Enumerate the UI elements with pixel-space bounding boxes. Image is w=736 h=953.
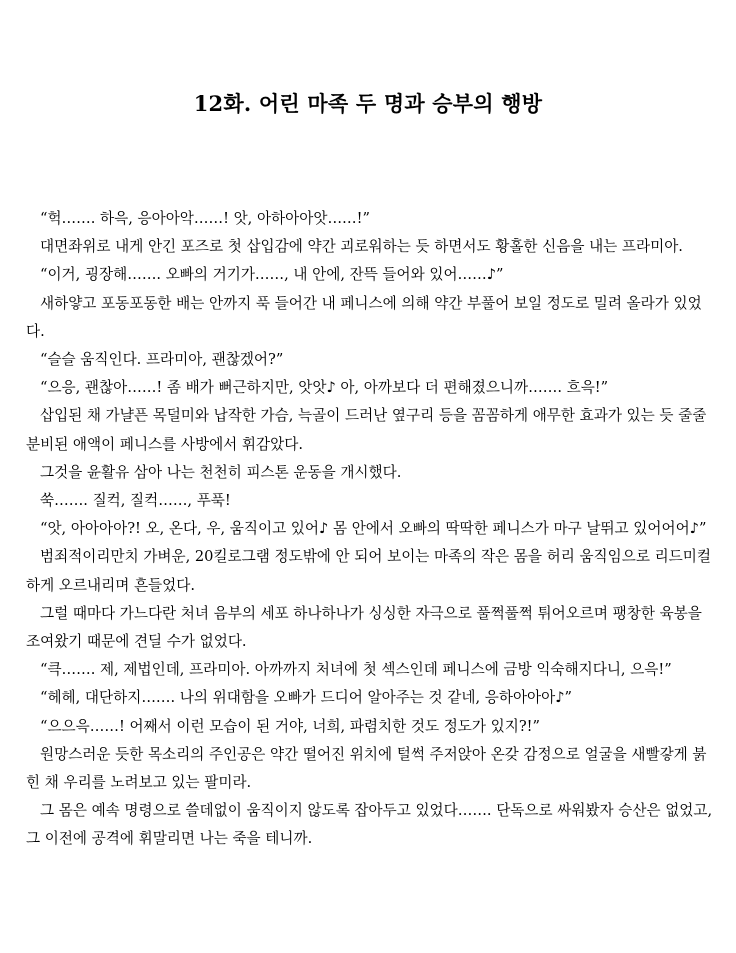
paragraph: “이거, 굉장해……. 오빠의 거기가……, 내 안에, 잔뜩 들어와 있어……♪” bbox=[40, 266, 504, 284]
paragraph: 그럴 때마다 가느다란 처녀 음부의 세포 하나하나가 싱싱한 자극으로 풀쩍풀쩍 튀어오르며 팽창한 육봉을 조여왔기 때문에 견딜 수가 없었다. bbox=[26, 604, 702, 651]
page-title: 12화. 어린 마족 두 명과 승부의 행방 bbox=[193, 91, 543, 117]
paragraph: “큭……. 제, 제법인데, 프라미아. 아까까지 처녀에 첫 섹스인데 페니스에 금방 익숙해지다니, 으윽!” bbox=[40, 661, 672, 679]
paragraph: 대면좌위로 내게 안긴 포즈로 첫 삽입감에 약간 괴로워하는 듯 하면서도 황홀한 신음을 내는 프라미아. bbox=[40, 238, 683, 256]
paragraph: “헉……. 하윽, 응아아악……! 앗, 아하아아앗……!” bbox=[40, 210, 370, 227]
paragraph: “으응, 괜찮아……! 좀 배가 뻐근하지만, 앗앗♪ 아, 아까보다 더 편해졌으니까……. 흐윽!” bbox=[40, 379, 609, 397]
paragraph: “앗, 아아아아?! 오, 온다, 우, 움직이고 있어♪ 몸 안에서 오빠의 딱딱한 페니스가 마구 날뛰고 있어어어♪” bbox=[40, 520, 707, 538]
paragraph: 원망스러운 듯한 목소리의 주인공은 약간 떨어진 위치에 털썩 주저앉아 온갖 감정으로 얼굴을 새빨갛게 붉힌 채 우리를 노려보고 있는 팔미라. bbox=[26, 745, 707, 792]
paragraph: 그것을 윤활유 삼아 나는 천천히 피스톤 운동을 개시했다. bbox=[40, 463, 402, 481]
paragraph: 쑥……. 질컥, 질컥……, 푸푹! bbox=[40, 492, 231, 510]
paragraph: “헤헤, 대단하지……. 나의 위대함을 오빠가 드디어 알아주는 것 같네, 응하아아아♪” bbox=[40, 689, 573, 707]
document-body bbox=[26, 205, 716, 854]
paragraph: “슬슬 움직인다. 프라미아, 괜찮겠어?” bbox=[40, 351, 284, 369]
paragraph: 그 몸은 예속 명령으로 쓸데없이 움직이지 않도록 잡아두고 있었다……. 단독으로 싸워봤자 승산은 없었고, 그 이전에 공격에 휘말리면 나는 죽을 테니까. bbox=[26, 802, 713, 848]
paragraph: 범죄적이리만치 가벼운, 20킬로그램 정도밖에 안 되어 보이는 마족의 작은 몸을 허리 움직임으로 리드미컬하게 오르내리며 흔들었다. bbox=[26, 548, 711, 594]
paragraph: 삽입된 채 가냘픈 목덜미와 납작한 가슴, 늑골이 드러난 옆구리 등을 꼼꼼하게 애무한 효과가 있는 듯 줄줄 분비된 애액이 페니스를 사방에서 휘감았다. bbox=[26, 407, 707, 453]
paragraph: “으으윽……! 어째서 이런 모습이 된 거야, 너희, 파렴치한 것도 정도가 있지?!” bbox=[40, 717, 540, 735]
paragraph: 새하얗고 포동포동한 배는 안까지 푹 들어간 내 페니스에 의해 약간 부풀어 보일 정도로 밀려 올라가 있었다. bbox=[26, 294, 702, 340]
